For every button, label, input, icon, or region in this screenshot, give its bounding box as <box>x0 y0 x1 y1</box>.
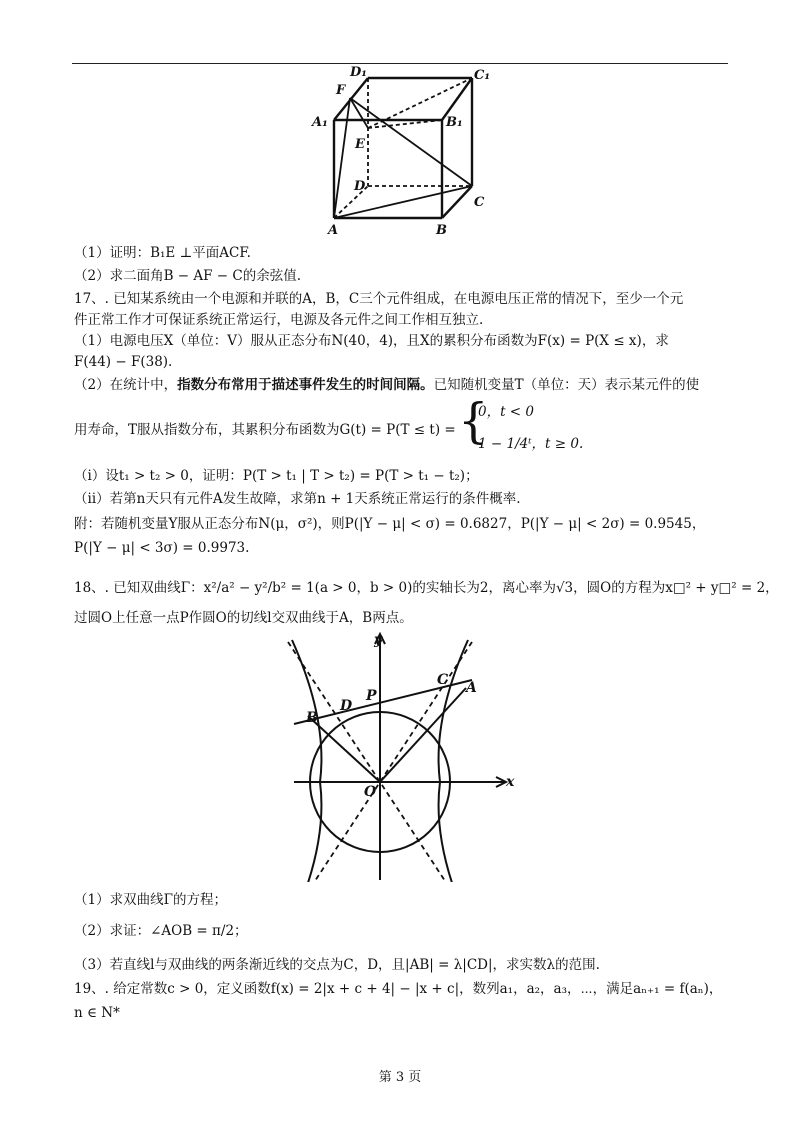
p17-intro-1: 17、. 已知某系统由一个电源和并联的A，B，C三个元件组成，在电源电压正常的情况下，至少一个元 <box>74 291 684 307</box>
p18-line2: 过圆O上任意一点P作圆O的切线l交双曲线于A，B两点。 <box>74 610 413 626</box>
label-C1: C₁ <box>474 68 491 83</box>
label-E: E <box>355 137 365 152</box>
label-D: D <box>354 179 366 194</box>
label-F: F <box>336 83 346 98</box>
fig-label-x: x <box>506 774 515 790</box>
p17-appendix-2: P(|Y − μ| < 3σ) = 0.9973. <box>74 540 250 556</box>
fig-label-O: O <box>364 784 377 800</box>
fig-label-C: C <box>437 672 449 688</box>
p17-q1-line1: （1）电源电压X（单位：V）服从正态分布N(40，4)，且X的累积分布函数为F(x) = P(X ≤ x)，求 <box>74 333 669 349</box>
p17-sub-i: （ⅰ）设t₁ > t₂ > 0，证明：P(T > t₁ | T > t₂) = P(T > t₁ − t₂)； <box>74 468 479 484</box>
label-B: B <box>436 223 447 238</box>
p16-q1: （1）证明：B₁E ⊥平面ACF. <box>74 245 251 261</box>
fig-label-A: A <box>466 680 477 696</box>
label-A1: A₁ <box>312 115 328 130</box>
p17-q2-prefix: （2）在统计中， <box>74 377 178 393</box>
p18-q1: （1）求双曲线Γ的方程； <box>74 892 227 908</box>
p19-line1: 19、. 给定常数c > 0，定义函数f(x) = 2|x + c + 4| − |x + c|，数列a₁，a₂，a₃，⋯，满足aₙ₊₁ = f(aₙ)， <box>74 981 723 997</box>
p19-line2: n ∈ N* <box>74 1005 120 1021</box>
p16-q2: （2）求二面角B − AF − C的余弦值. <box>74 268 302 284</box>
p18-line1: 18、. 已知双曲线Γ：x²/a² − y²/b² = 1(a > 0，b > 0)的实轴长为2，离心率为√3，圆O的方程为x□² + y□² = 2， <box>74 580 779 596</box>
piecewise-brace: { <box>458 393 489 449</box>
fig-label-B: B <box>306 710 318 726</box>
label-B1: B₁ <box>446 115 463 130</box>
page-footer: 第 3 页 <box>378 1070 422 1085</box>
label-A: A <box>328 223 339 238</box>
p17-sub-ii: （ⅱ）若第n天只有元件A发生故障，求第n + 1天系统正常运行的条件概率. <box>74 491 521 507</box>
fig-label-P: P <box>366 688 377 704</box>
p18-q2: （2）求证：∠AOB = π/2； <box>74 923 248 939</box>
p17-q2-line1 <box>74 375 699 395</box>
p17-q2-bold: 指数分布常用于描述事件发生的时间间隔。 <box>177 377 434 393</box>
p17-intro-2: 件正常工作才可保证系统正常运行，电源及各元件之间工作相互独立. <box>74 312 484 328</box>
hyperbola-figure <box>282 630 522 882</box>
cube-figure <box>310 66 500 238</box>
header-rule <box>72 63 728 64</box>
p17-q2-suffix: 已知随机变量T（单位：天）表示某元件的使 <box>433 377 700 393</box>
p17-q1-line2: F(44) − F(38). <box>74 354 173 370</box>
fig-label-D: D <box>340 698 353 714</box>
label-C: C <box>474 195 485 210</box>
p18-q3: （3）若直线l与双曲线的两条渐近线的交点为C，D，且|AB| = λ|CD|，求实数λ的范围. <box>74 957 600 973</box>
label-D1: D₁ <box>350 66 367 80</box>
p17-appendix-1: 附：若随机变量Y服从正态分布N(μ，σ²)，则P(|Y − μ| < σ) = 0.6827，P(|Y − μ| < 2σ) = 0.9545， <box>74 516 706 532</box>
piecewise-case-2: 1 − 1/4ᵗ，t ≥ 0. <box>478 436 584 452</box>
p17-q2-line2: 用寿命，T服从指数分布，其累积分布函数为G(t) = P(T ≤ t) = <box>74 422 456 438</box>
fig-label-y: y <box>374 632 383 648</box>
piecewise-case-1: 0，t < 0 <box>478 404 534 420</box>
